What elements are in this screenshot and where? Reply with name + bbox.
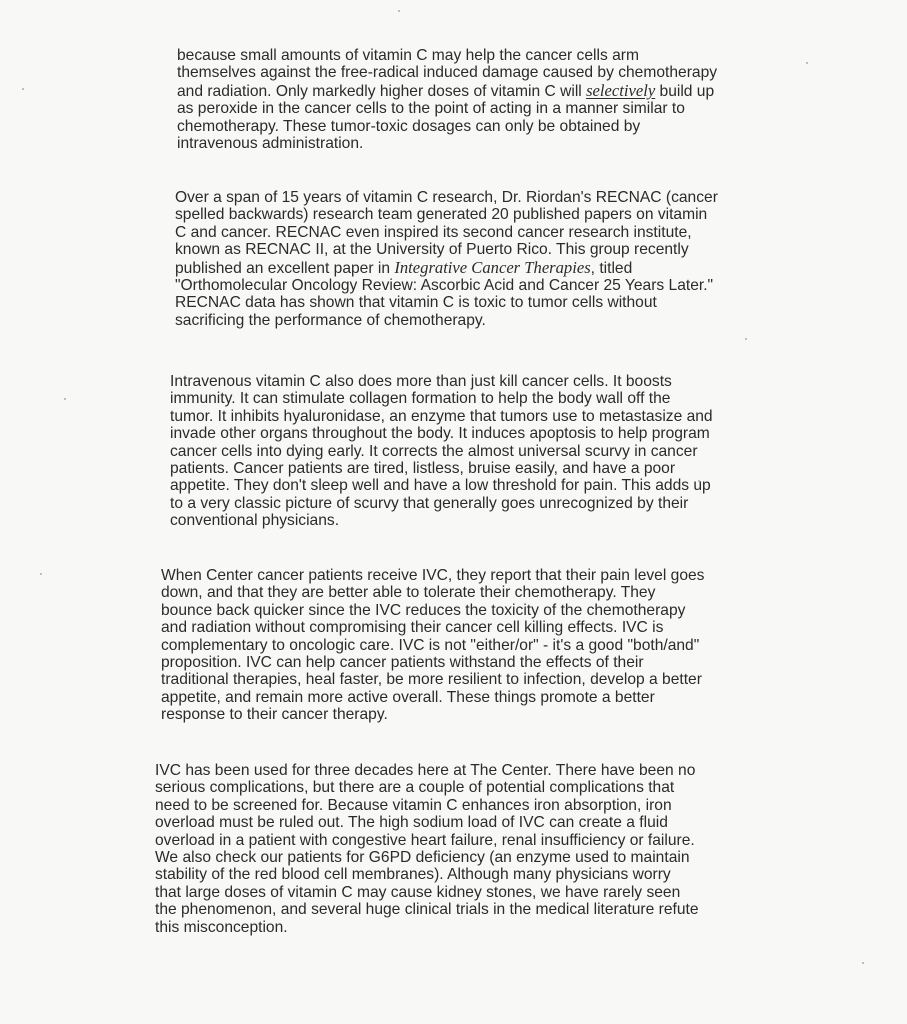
text-line: invade other organs throughout the body. It induces apoptosis to help program <box>170 425 710 443</box>
text-line: traditional therapies, heal faster, be more resilient to infection, develop a better <box>161 671 702 689</box>
text-line: When Center cancer patients receive IVC, they report that their pain level goes <box>161 567 705 584</box>
text-line: bounce back quicker since the IVC reduces the toxicity of the chemotherapy <box>161 601 686 619</box>
paragraph-patient-experience <box>161 567 704 724</box>
journal-title: Integrative Cancer Therapies <box>394 257 591 277</box>
emphasis-selectively: selectively <box>586 80 656 100</box>
text-line: serious complications, but there are a couple of potential complications that <box>155 779 675 797</box>
text-line: spelled backwards) research team generated 20 published papers on vitamin <box>175 206 708 224</box>
text-line: and radiation. Only markedly higher doses of vitamin C will selectively build up <box>177 80 715 100</box>
text-line: Over a span of 15 years of vitamin C research, Dr. Riordan's RECNAC (cancer <box>175 189 718 206</box>
text-line: "Orthomolecular Oncology Review: Ascorbic Acid and Cancer 25 Years Later." <box>175 277 714 295</box>
text-line: themselves against the free-radical induced damage caused by chemotherapy <box>177 64 718 82</box>
text-line: patients. Cancer patients are tired, listless, bruise easily, and have a poor <box>170 460 676 478</box>
text-line: the phenomenon, and several huge clinical trials in the medical literature refute <box>155 901 699 919</box>
text-line: RECNAC data has shown that vitamin C is toxic to tumor cells without <box>175 294 657 312</box>
text-line: sacrificing the performance of chemotherapy. <box>175 311 486 329</box>
text-line: known as RECNAC II, at the University of Puerto Rico. This group recently <box>175 241 689 259</box>
text-line: immunity. It can stimulate collagen formation to help the body wall off the <box>170 390 671 408</box>
text-line: because small amounts of vitamin C may help the cancer cells arm <box>177 47 639 64</box>
paragraph-recnac-research <box>175 189 718 329</box>
paragraph-vitamin-c-dosage <box>177 47 717 152</box>
text-line: response to their cancer therapy. <box>161 706 388 724</box>
text-line: this misconception. <box>155 918 288 936</box>
text-line: published an excellent paper in Integrative Cancer Therapies, titled <box>175 257 633 277</box>
paragraph-ivc-benefits <box>170 373 713 530</box>
text-line: cancer cells into dying early. It corrects the almost universal scurvy in cancer <box>170 442 698 460</box>
text-line: appetite, and remain more active overall. These things promote a better <box>161 688 655 706</box>
text-line: IVC has been used for three decades here at The Center. There have been no <box>155 762 696 779</box>
text-line: stability of the red blood cell membranes). Although many physicians worry <box>155 866 671 884</box>
text-line: intravenous administration. <box>177 135 364 153</box>
text-line: complementary to oncologic care. IVC is not "either/or" - it's a good "both/and" <box>161 636 700 654</box>
text-line: conventional physicians. <box>170 512 340 530</box>
paragraph-ivc-safety <box>155 762 699 936</box>
text-line: to a very classic picture of scurvy that generally goes unrecognized by their <box>170 494 689 512</box>
text-line: down, and that they are better able to tolerate their chemotherapy. They <box>161 584 656 602</box>
text-line: and radiation without compromising their cancer cell killing effects. IVC is <box>161 619 664 637</box>
text-line: overload in a patient with congestive heart failure, renal insufficiency or failure. <box>155 831 695 849</box>
text-line: proposition. IVC can help cancer patients withstand the effects of their <box>161 654 644 672</box>
text-line: that large doses of vitamin C may cause kidney stones, we have rarely seen <box>155 883 681 901</box>
text-line: need to be screened for. Because vitamin C enhances iron absorption, iron <box>155 796 672 814</box>
text-line: overload must be ruled out. The high sodium load of IVC can create a fluid <box>155 814 668 832</box>
text-line: Intravenous vitamin C also does more than just kill cancer cells. It boosts <box>170 373 672 390</box>
text-line: appetite. They don't sleep well and have a low threshold for pain. This adds up <box>170 477 711 495</box>
text-line: chemotherapy. These tumor-toxic dosages can only be obtained by <box>177 117 641 135</box>
text-line: We also check our patients for G6PD deficiency (an enzyme used to maintain <box>155 849 690 867</box>
text-line: as peroxide in the cancer cells to the point of acting in a manner similar to <box>177 100 685 118</box>
text-line: C and cancer. RECNAC even inspired its second cancer research institute, <box>175 223 692 241</box>
text-line: tumor. It inhibits hyaluronidase, an enzyme that tumors use to metastasize and <box>170 407 713 425</box>
